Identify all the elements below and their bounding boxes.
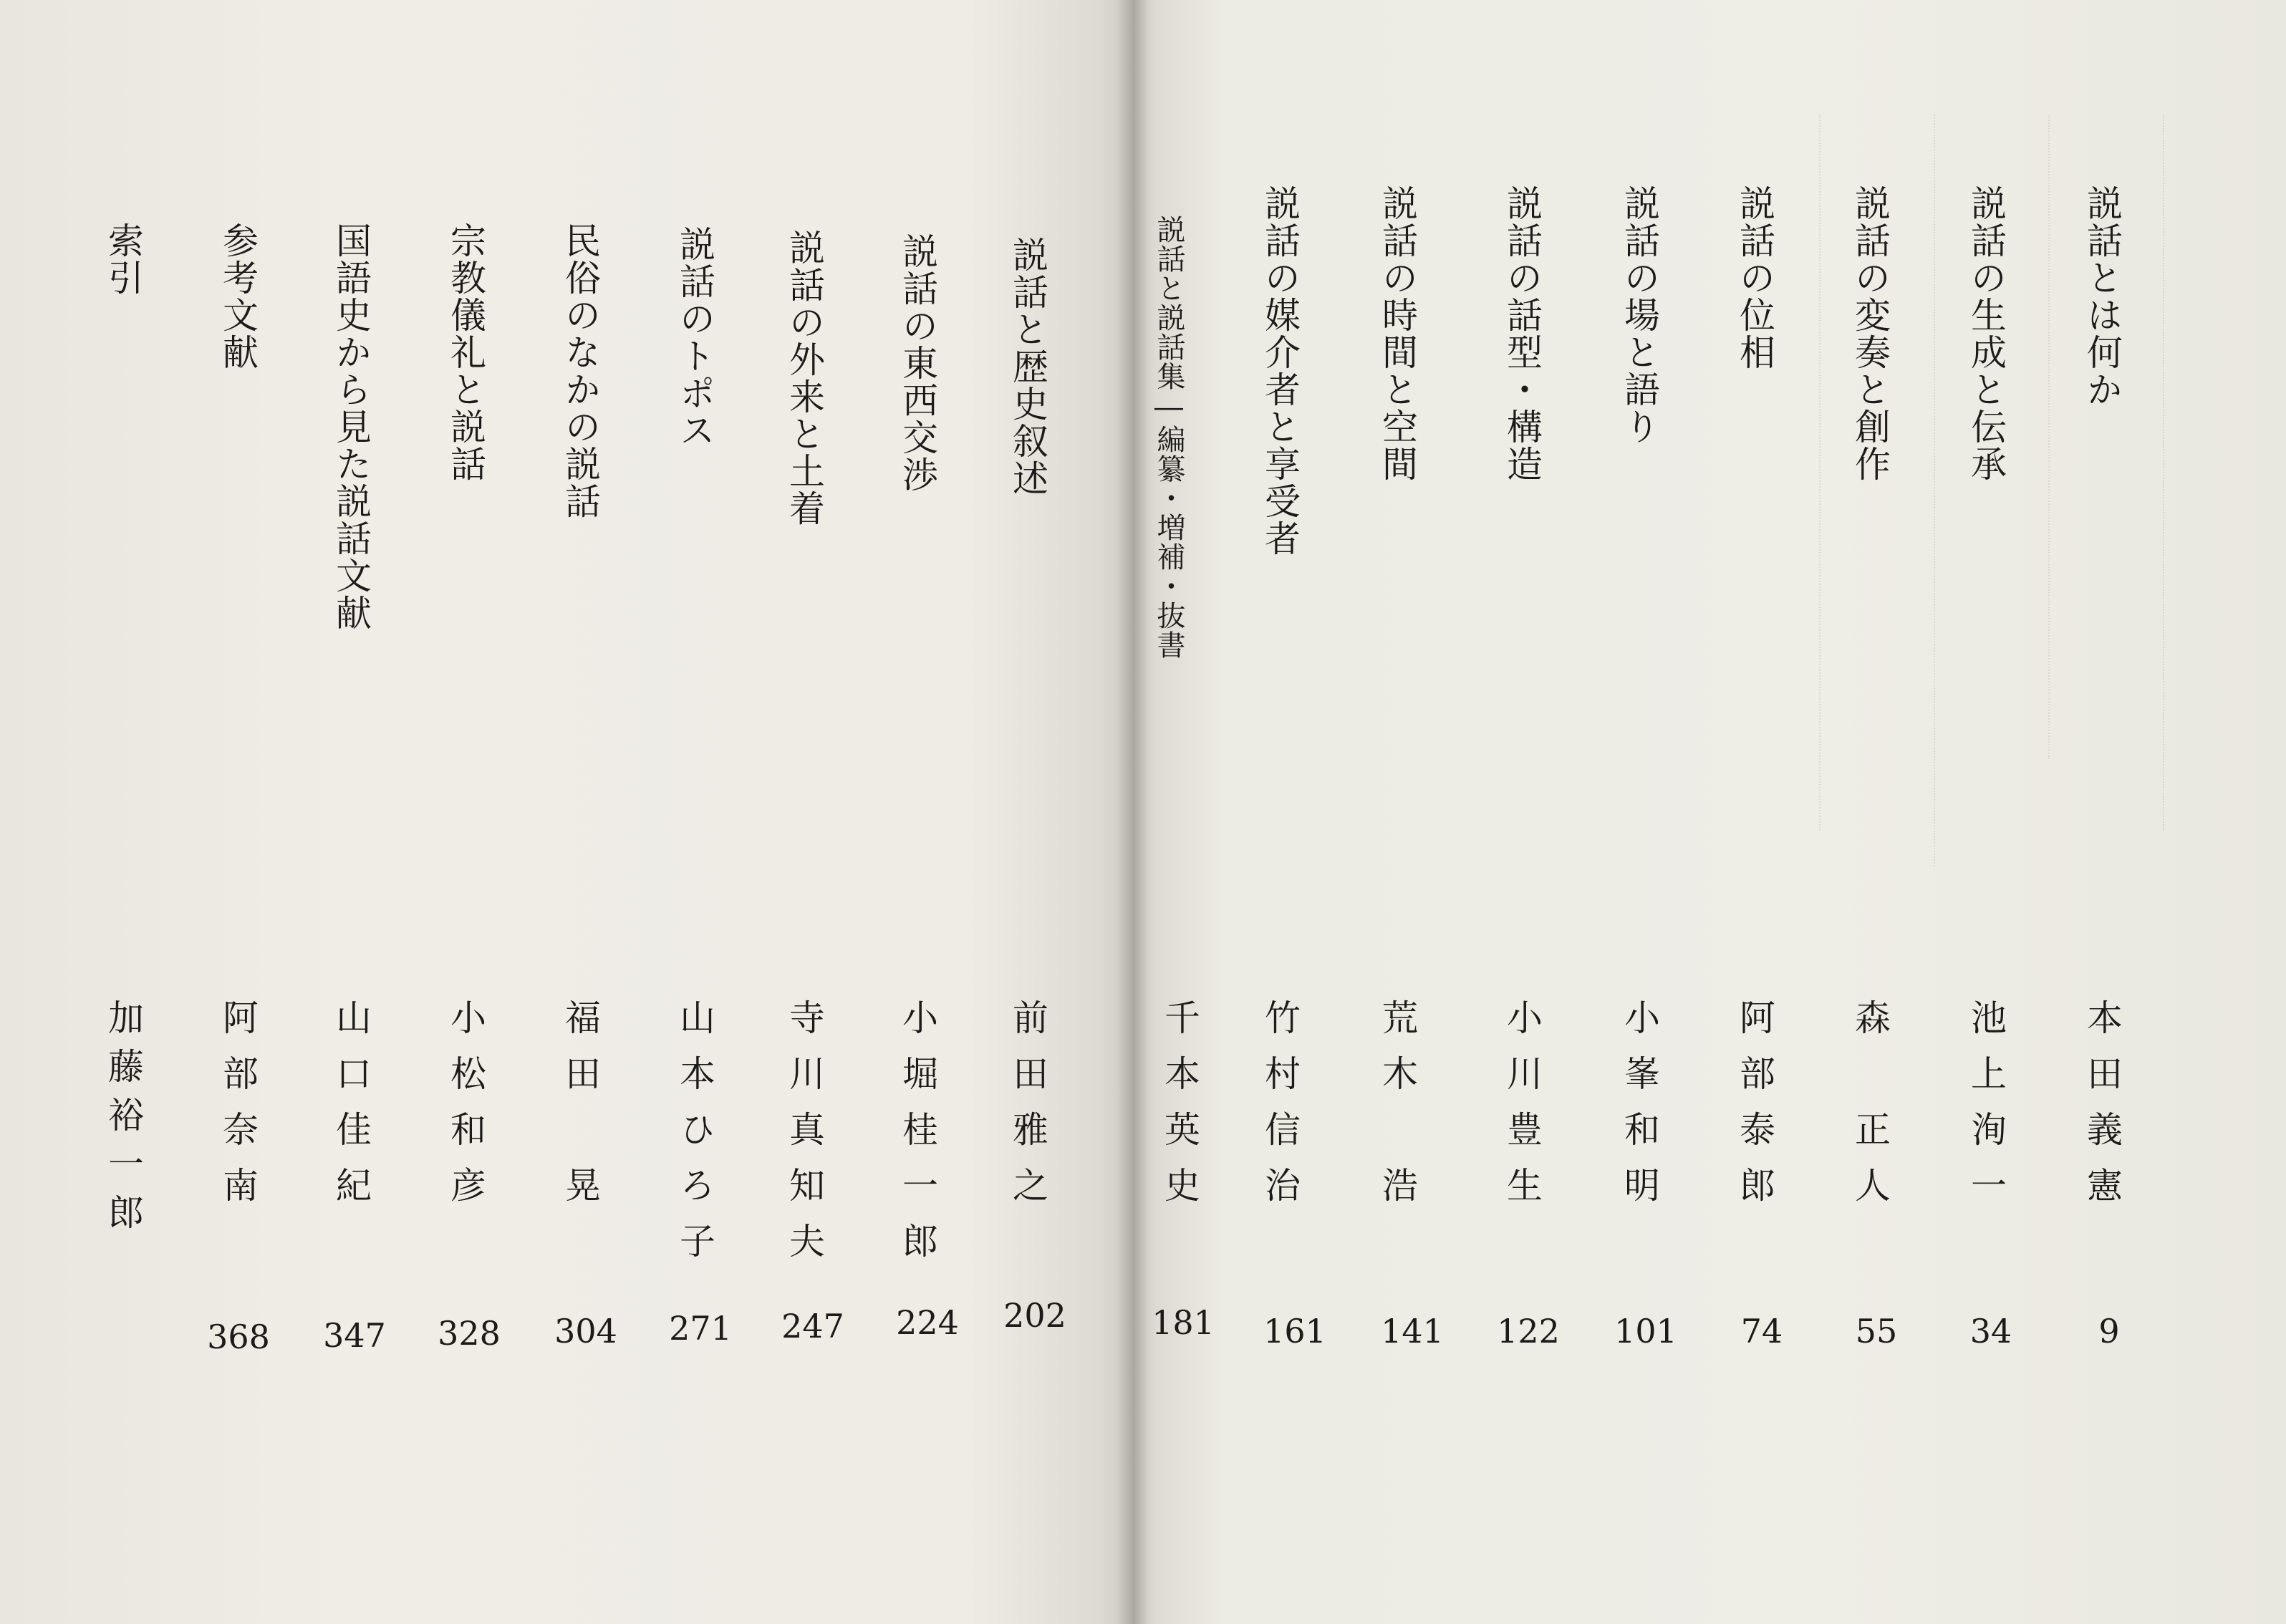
toc-author: 山本ひろ子 — [674, 999, 715, 1278]
bleed-through-texture — [1934, 115, 1935, 866]
toc-page-number: 304 — [554, 1312, 617, 1350]
toc-author: 小堀桂一郎 — [897, 999, 938, 1278]
toc-page-number: 247 — [781, 1307, 844, 1345]
toc-page-number: 202 — [1003, 1296, 1066, 1335]
toc-title: 説話の外来と土着 — [783, 229, 825, 527]
toc-page-number: 55 — [1855, 1312, 1898, 1350]
toc-author: 竹村信治 — [1259, 999, 1301, 1222]
toc-author: 寺川真知夫 — [783, 999, 825, 1278]
toc-page-number: 224 — [896, 1303, 959, 1342]
toc-title: 説話のトポス — [674, 226, 715, 449]
bleed-through-texture — [1819, 115, 1820, 831]
bleed-through-texture — [2048, 115, 2050, 759]
toc-title: 説話の話型・構造 — [1501, 185, 1543, 483]
toc-title: 説話の場と語り — [1619, 185, 1660, 445]
toc-title: 参考文献 — [217, 222, 259, 371]
toc-page-number: 347 — [323, 1316, 386, 1355]
toc-author: 本田義憲 — [2081, 999, 2123, 1222]
toc-title: 説話の媒介者と享受者 — [1259, 185, 1301, 557]
bleed-through-texture — [2163, 115, 2164, 831]
toc-title: 説話の東西交渉 — [897, 233, 938, 493]
toc-title: 説話の位相 — [1734, 185, 1775, 371]
toc-author: 阿部泰郎 — [1734, 999, 1775, 1222]
toc-title: 説話とは何か — [2081, 185, 2123, 408]
toc-author: 小松和彦 — [445, 999, 486, 1222]
toc-author: 山口佳紀 — [330, 999, 372, 1222]
toc-title: 宗教儀礼と説話 — [445, 222, 486, 483]
toc-page-number: 9 — [2098, 1312, 2120, 1350]
toc-title: 説話と歴史叙述 — [1007, 236, 1048, 497]
toc-title: 説話の生成と伝承 — [1965, 185, 2007, 483]
toc-author: 荒木 浩 — [1376, 999, 1418, 1222]
toc-author: 小川豊生 — [1501, 999, 1543, 1222]
toc-page-number: 181 — [1152, 1303, 1215, 1342]
toc-author: 阿部奈南 — [217, 999, 259, 1222]
toc-title: 索引 — [102, 222, 144, 296]
toc-page-number: 271 — [669, 1309, 732, 1348]
toc-page-number: 368 — [207, 1318, 270, 1356]
toc-page-number: 141 — [1381, 1312, 1444, 1350]
toc-title: 説話の変奏と創作 — [1849, 185, 1891, 483]
toc-title: 国語史から見た説話文献 — [330, 222, 372, 632]
toc-page-number: 161 — [1263, 1312, 1326, 1350]
toc-page-number: 122 — [1497, 1312, 1560, 1350]
toc-title: 民俗のなかの説話 — [559, 222, 601, 520]
toc-author: 小峯和明 — [1619, 999, 1660, 1222]
toc-author: 福田 晃 — [559, 999, 601, 1222]
toc-page-number: 34 — [1969, 1312, 2012, 1350]
toc-title: 説話の時間と空間 — [1376, 185, 1418, 483]
toc-author: 千本英史 — [1159, 999, 1200, 1222]
toc-author: 加藤裕一郎 — [102, 999, 144, 1242]
toc-title: 説話と説話集―編纂・増補・抜書 — [1152, 215, 1185, 659]
toc-page-number: 74 — [1740, 1312, 1783, 1350]
book-gutter — [1117, 0, 1149, 1624]
toc-page-number: 328 — [438, 1314, 501, 1353]
toc-page-number: 101 — [1614, 1312, 1677, 1350]
toc-author: 森 正人 — [1849, 999, 1891, 1222]
toc-author: 前田雅之 — [1007, 999, 1048, 1222]
toc-author: 池上洵一 — [1965, 999, 2007, 1222]
